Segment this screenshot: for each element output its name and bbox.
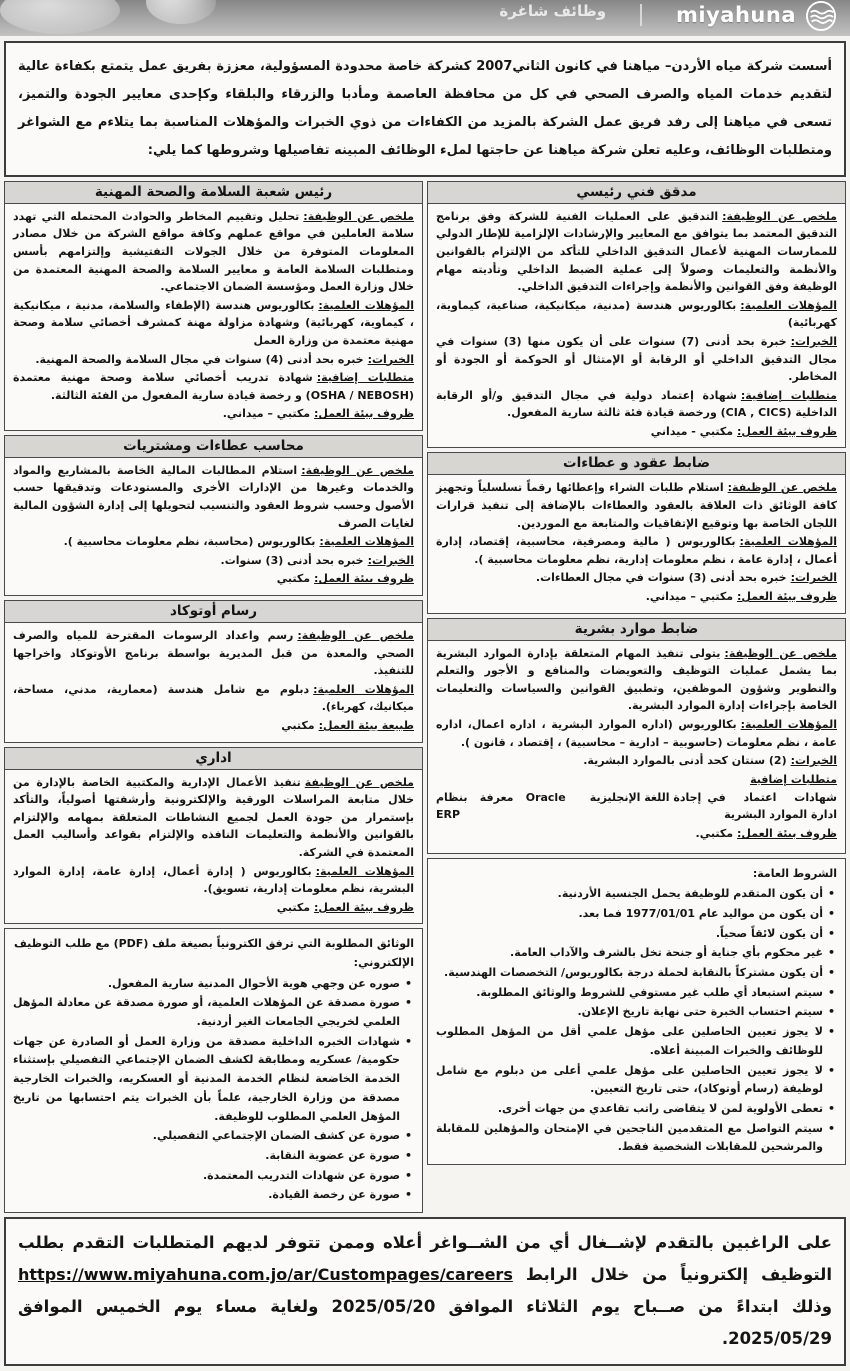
job-section: ظروف بيئة العمل:مكتبي.	[695, 827, 837, 841]
condition-item: • لا يجوز تعيين الحاصلين على مؤهل علمي أعلى من دبلوم مع شامل لوظيفة (رسام أوتوكاد)، حتى تاريخ التعيين.	[436, 1062, 837, 1099]
job-section: الخبرات:(2) سنتان كحد أدنى بالموارد البشرية.	[583, 754, 837, 768]
job-section: ملخص عن الوظيفة:التدقيق على العمليات الفنية للشركة وفق برنامج التدقيق المعتمد بما يتوافق مع المعايير والإرشادات الإلزامية للإطار الدولي للممارسات المهنية لأعمال التدقيق الداخلي للتأكد من الإلتزام بالقوانين والأنظمة والتعليمات وصولاً إلى عملية الضبط الداخلي وتأديته مهام الوظيفة وفق القوانين والأنظمة وإجراءات التدقيق الداخلي.	[436, 209, 837, 294]
instructions-part2: وذلك ابتداءً من صــباح يوم الثلاثاء الموافق 2025/05/20 ولغاية مساء يوم الخميس الموافق 2025/05/29.	[18, 1297, 832, 1349]
instructions-part1: على الراغبين بالتقدم لإشــغال أي من الشــواغر أعلاه وممن تتوفر لديهم المتطلبات التقدم بطلب التوظيف إلكترونياً من خلال الرابط	[18, 1232, 832, 1285]
job-autocad-draftsman	[4, 600, 423, 743]
job-section: ظروف بيئة العمل:مكتبي	[276, 572, 414, 586]
job-title: مدقق فني رئيسي	[428, 182, 845, 204]
condition-item: • تعطى الأولوية لمن لا يتقاضى راتب تقاعدي من جهات أخرى.	[436, 1100, 837, 1119]
application-instructions	[4, 1217, 846, 1366]
extra-requirement: معرفة بنظام Oracle ERP	[435, 791, 566, 821]
document-item: • شهادات الخبره الداخلية مصدقة من وزارة العمل أو الصادرة عن جهات حكومية/ عسكريه ومطابقة لكشف الضمان الإجتماعي التفصيلي بإستثناء الخدمة الخاضعة لنظام الخدمة المدنية أو العسكريه، والخبرات الخارجية مصدقة من وزارة الخارجية، علماً بأن الخبرات يتم احتسابها من تاريخ المؤهل العلمي المطلوب للوظيفة.	[13, 1033, 414, 1126]
decorative-wave-circle-icon	[0, 0, 120, 34]
job-body	[428, 204, 845, 448]
job-section: ملخص عن الوظيفة:استلام المطالبات المالية الخاصة بالمشاريع والمواد والخدمات وغيرها من الإدارات الأخرى والمستودعات وتدقيقها حسب الأصول وحسب شروط العقود والتنسيب لتحويلها إلى إدارة الشؤون المالية لغايات الصرف	[13, 463, 414, 530]
job-section: المؤهلات العلمية:بكالوريوس (اداره الموارد البشرية ، اداره اعمال، اداره عامة ، نظم معلومات (حاسوبية – ادارية – محاسبية) ، إقتصاد ، قانون ).	[436, 718, 837, 749]
condition-item: • أن يكون مشتركاً بالنقابة لحملة درجة بكالوريوس/ التخصصات الهندسية.	[436, 964, 837, 983]
job-section: الخبرات:خبره بحد أدنى (3) سنوات في مجال العطاءات.	[535, 571, 837, 585]
job-admin	[4, 747, 423, 925]
job-title: ضابط عقود و عطاءات	[428, 453, 845, 475]
job-section: ملخص عن الوظيفةتنفيذ الأعمال الإدارية والمكتبية الخاصة بالإدارة من خلال متابعة المراسلات الورقية والإلكترونية وأرشفتها أصولياً، والتأكد بإستمرار من جودة العمل لجميع النشاطات المتعلقة بمهامه والإلتزام بالقوانين والأنظمة والتعليمات النافذه والإلتزام بقواعد وأساليب العمل المعتمدة في الشركة.	[13, 775, 414, 859]
extra-requirements-columns	[436, 790, 837, 823]
condition-item: • لا يجوز تعيين الحاصلين على مؤهل علمي أقل من المؤهل المطلوب للوظائف والخبرات المبينة أعلاه.	[436, 1023, 837, 1060]
document-item: • صورة مصدقة عن المؤهلات العلمية، أو صورة مصدقة عن معادلة المؤهل العلمي لخريجي الجامعات الغير أردنية.	[13, 994, 414, 1031]
general-conditions-section	[427, 858, 846, 1165]
job-body	[428, 641, 845, 853]
left-column	[4, 181, 423, 1213]
job-title: رئيس شعبة السلامة والصحة المهنية	[5, 182, 422, 204]
job-section: الخبرات:خبرة بحد أدنى (7) سنوات على أن يكون منها (3) سنوات في مجال التدقيق الداخلي أو الرقابة أو الإمتثال أو الحوكمة أو الجودة أو المخاطر.	[436, 334, 838, 384]
job-section: متطلبات إضافية:شهادة إعتماد دولية في مجال التدقيق و/أو الرقابة الداخلية (CIA , CICS) ورخصة قيادة فئة ثالثة سارية المفعول.	[436, 388, 837, 420]
job-body	[5, 458, 422, 595]
job-body	[5, 204, 422, 430]
job-section: الخبرات:خبره بحد أدنى (4) سنوات في مجال السلامة والصحة المهنية.	[35, 352, 414, 366]
job-section: المؤهلات العلمية:بكالوريوس هندسة (مدنية، ميكانيكية، صناعية، كيماوية، كهربائية)	[436, 298, 837, 330]
job-body	[428, 475, 845, 612]
required-documents-intro: الوثائق المطلوبة التي ترفق الكترونياً بصيغة ملف (PDF) مع طلب التوظيف الإلكتروني:	[14, 937, 414, 970]
job-section: ظروف بيئة العمل:مكتبي	[276, 900, 414, 914]
job-body	[5, 623, 422, 742]
document-item: • صورة عن عضوية النقابة.	[13, 1147, 414, 1166]
job-section: ظروف بيئة العمل:مكتبي – ميداني.	[645, 590, 837, 604]
job-section: ظروف بيئة العمل:مكتبي – ميداني.	[222, 407, 414, 421]
careers-link[interactable]: https://www.miyahuna.com.jo/ar/Custompages/careers	[18, 1265, 513, 1285]
job-section: المؤهلات العلمية:بكالوريوس هندسة (الإطفاء والسلامة، مدنية ، ميكانيكية ، كيماوية، كهربائية) وشهادة مزاولة مهنة كمشرف أخصائي سلامة وصحة مهنية معتمدة من وزارة العمل	[13, 298, 414, 347]
job-tenders-procurement-accountant	[4, 435, 423, 596]
document-item: • صوره عن وجهي هوية الأحوال المدنية سارية المفعول.	[13, 975, 414, 994]
document-item: • صورة عن رخصة القيادة.	[13, 1186, 414, 1205]
brand-area	[499, 2, 836, 31]
extra-requirements-label: متطلبات إضافية	[750, 772, 837, 786]
job-section: الخبرات:خبره بحد أدنى (3) سنوات.	[220, 553, 414, 567]
job-section: طبيعة بيئة العمل:مكتبي	[281, 719, 414, 732]
condition-item: • أن يكون لائقاً صحياً.	[436, 925, 837, 944]
extra-requirement: شهادات اعتماد في ادارة الموارد البشرية	[707, 791, 837, 821]
intro-paragraph: أسست شركة مياه الأردن– مياهنا في كانون الثاني2007 كشركة خاصة محدودة المسؤولية، معززة بفريق عمل يتمتع بكفاءة عالية لتقديم خدمات المياه والصرف الصحي في كل من محافظة العاصمة ومأدبا والزرقاء والبلقاء وكإحدى معايير الجودة والتميز، تسعى في مياهنا إلى رفد فريق عمل الشركة بالمزيد من الكفاءات من ذوي الخبرات والمؤهلات المناسبة بما يتلاءم مع الشواغر ومتطلبات الوظائف، وعليه تعلن شركة مياهنا عن حاجتها لملء الوظائف المبينه تفاصيلها وشروطها كما يلي:	[4, 41, 846, 177]
extra-requirement: إجادة اللغة الإنجليزية	[589, 791, 702, 805]
condition-item: • سيتم استبعاد أي طلب غير مستوفي للشروط والوثائق المطلوبة.	[436, 984, 837, 1003]
jobs-grid	[4, 181, 846, 1213]
decorative-circle-icon	[146, 0, 216, 24]
header-banner	[0, 0, 850, 36]
job-title: محاسب عطاءات ومشتريات	[5, 436, 422, 458]
condition-item: • أن يكون المتقدم للوظيفة يحمل الجنسية الأردنية.	[436, 885, 837, 904]
job-hr-officer	[427, 618, 846, 854]
job-section: ملخص عن الوظيفة:تحليل وتقييم المخاطر والحوادث المحتمله التي تهدد سلامة العاملين في مواقع عملهم وكافة مواقع الشركة من خلال مصادر المعلومات المتوفرة من خلال الجولات التفتيشية وإلتزامهم بأسس ومتطلبات السلامة العامة و معايير السلامة والصحة المهنية المعتمدة من خلال وزارة العمل ومؤسسة الضمان الاجتماعي.	[13, 209, 414, 294]
general-conditions-list	[436, 885, 837, 1158]
banner-divider	[640, 4, 642, 26]
job-contracts-tenders-officer	[427, 452, 846, 613]
condition-item: • أن يكون من مواليد عام 1977/01/01 فما بعد.	[436, 905, 837, 924]
job-section: المؤهلات العلمية:دبلوم مع شامل هندسة (معمارية، مدني، مساحة، ميكانيك، كهرباء).	[13, 682, 414, 714]
job-sections-after	[436, 825, 837, 843]
document-item: • صورة عن كشف الضمان الإجتماعي التفصيلي.	[13, 1127, 414, 1146]
job-section: ملخص عن الوظيفة:رسم واعداد الرسومات المقترحة للمياه والصرف الصحي والمعدة من قبل المديرية بواسطة برنامج الأوتوكاد واخراجها للتنفيذ.	[13, 629, 414, 678]
required-documents-list	[13, 975, 414, 1206]
required-documents-section	[4, 928, 423, 1213]
job-safety-division-head	[4, 181, 423, 431]
job-title: اداري	[5, 748, 422, 770]
miyahuna-logo-icon	[806, 1, 836, 31]
job-section: ملخص عن الوظيفة:يتولى تنفيذ المهام المتعلقة بإدارة الموارد البشرية بما يشمل عمليات التوظيف والتعويضات والمنافع و الأجور والتعلم والتطوير وشؤون الموظفين، وتطبيق القوانين والسياسات والتعليمات الخاصة بإجراءات إدارة الموارد البشرية.	[436, 646, 837, 713]
job-section: المؤهلات العلمية:بكالوريوس ( إدارة أعمال، إدارة عامة، إدارة الموارد البشرية، نظم معلومات إدارية، تسويق).	[13, 864, 414, 896]
document-item: • صورة عن شهادات التدريب المعتمدة.	[13, 1167, 414, 1186]
right-column	[427, 181, 846, 1213]
job-section: ظروف بيئة العمل:مكتبي - ميداني	[650, 424, 837, 438]
condition-item: • سيتم التواصل مع المتقدمين الناجحين في الإمتحان والمؤهلين للمقابلة والمرشحين للمقابلات الشخصية فقط.	[436, 1120, 837, 1157]
job-senior-technical-auditor	[427, 181, 846, 449]
job-body	[5, 770, 422, 924]
condition-item: • سيتم احتساب الخبرة حتى نهاية تاريخ الإعلان.	[436, 1003, 837, 1022]
decorative-waves-icon	[0, 0, 216, 34]
job-section: ملخص عن الوظيفة:استلام طلبات الشراء وإعطائها رقماً تسلسلياً وتجهيز كافة الوثائق ذات العلاقة بالعقود والعطاءات بالإضافة إلى تنفيذ قرارات اللجان الخاصة بها وتوقيع الإتفاقيات والمتابعة مع الموردين.	[436, 481, 837, 530]
condition-item: • غير محكوم بأي جناية أو جنحة تخل بالشرف والآداب العامة.	[436, 944, 837, 963]
job-section: المؤهلات العلمية:بكالوريوس ( مالية ومصرفية، محاسبية، إقتصاد، إدارة أعمال ، إدارة عامة ، نظم معلومات إدارية، نظم معلومات محاسبية ).	[436, 535, 837, 566]
general-conditions-title: الشروط العامة:	[752, 866, 837, 880]
banner-title: وظائف شاغرة	[499, 2, 607, 20]
job-sections	[436, 645, 837, 770]
job-section: متطلبات إضافية:شهادة تدريب أخصائي سلامة وصحة مهنية معتمدة (OSHA / NEBOSH) و رخصة قيادة سارية المفعول من الفئة الثالثة.	[13, 371, 414, 402]
miyahuna-logo-text: miyahuna	[676, 3, 796, 27]
job-title: ضابط موارد بشرية	[428, 619, 845, 641]
job-title: رسام أوتوكاد	[5, 601, 422, 623]
job-section: المؤهلات العلمية:بكالوريوس (محاسبة، نظم معلومات محاسبية ).	[63, 535, 414, 549]
